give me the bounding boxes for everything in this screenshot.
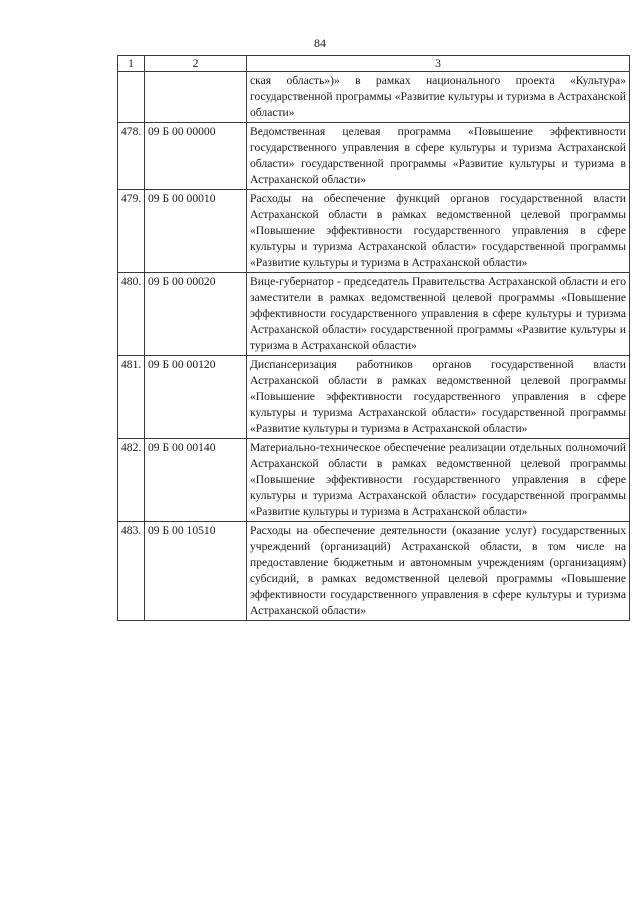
table-row — [118, 72, 630, 123]
row-description: Диспансеризация работников органов государственной власти Астраханской области в рамках ведомственной целевой программы «Повышение эффективности государственного управления в сфере культуры и туризма Астраханской области» государственной программы «Развитие культуры и туризма в Астраханской области» — [247, 356, 630, 439]
row-code: 09 Б 00 00140 — [145, 439, 247, 522]
row-description: Ведомственная целевая программа «Повышение эффективности государственного управления в сфере культуры и туризма Астраханской области» государственной программы «Развитие культуры и туризма в Астраханской области» — [247, 123, 630, 190]
row-number: 480. — [118, 273, 145, 356]
row-description: Расходы на обеспечение деятельности (оказание услуг) государственных учреждений (организаций) Астраханской области, в том числе на предоставление бюджетным и автономным учреждениям (организациям) субсидий, в рамках ведомственной целевой программы «Повышение эффективности государственного управления в сфере культуры и туризма Астраханской области» — [247, 522, 630, 621]
row-number: 481. — [118, 356, 145, 439]
column-header-1: 1 — [118, 56, 145, 72]
column-header-2: 2 — [145, 56, 247, 72]
row-number: 478. — [118, 123, 145, 190]
table-row — [118, 190, 630, 273]
row-description: Расходы на обеспечение функций органов государственной власти Астраханской области в рамках ведомственной целевой программы «Повышение эффективности государственного управления в сфере культуры и туризма Астраханской области» государственной программы «Развитие культуры и туризма в Астраханской области» — [247, 190, 630, 273]
row-code: 09 Б 00 00010 — [145, 190, 247, 273]
page-number: 84 — [314, 36, 326, 50]
row-description: Материально-техническое обеспечение реализации отдельных полномочий Астраханской области в рамках ведомственной целевой программы «Повышение эффективности государственного управления в сфере культуры и туризма Астраханской области» государственной программы «Развитие культуры и туризма в Астраханской области» — [247, 439, 630, 522]
row-code: 09 Б 00 00120 — [145, 356, 247, 439]
row-number: 482. — [118, 439, 145, 522]
table-row — [118, 356, 630, 439]
table-row — [118, 439, 630, 522]
row-number — [118, 72, 145, 123]
row-code: 09 Б 00 00020 — [145, 273, 247, 356]
row-code: 09 Б 00 10510 — [145, 522, 247, 621]
row-number: 483. — [118, 522, 145, 621]
row-code — [145, 72, 247, 123]
row-code: 09 Б 00 00000 — [145, 123, 247, 190]
column-header-3: 3 — [247, 56, 630, 72]
table-row — [118, 123, 630, 190]
row-description: ская область»)» в рамках национального проекта «Культура» государственной программы «Развитие культуры и туризма в Астраханской области» — [247, 72, 630, 123]
classification-table — [117, 55, 630, 621]
table-row — [118, 522, 630, 621]
row-description: Вице-губернатор - председатель Правительства Астраханской области и его заместители в рамках ведомственной целевой программы «Повышение эффективности государственного управления в сфере культуры и туризма Астраханской области» государственной программы «Развитие культуры и туризма в Астраханской области» — [247, 273, 630, 356]
table-header-row — [118, 56, 630, 72]
row-number: 479. — [118, 190, 145, 273]
table-row — [118, 273, 630, 356]
